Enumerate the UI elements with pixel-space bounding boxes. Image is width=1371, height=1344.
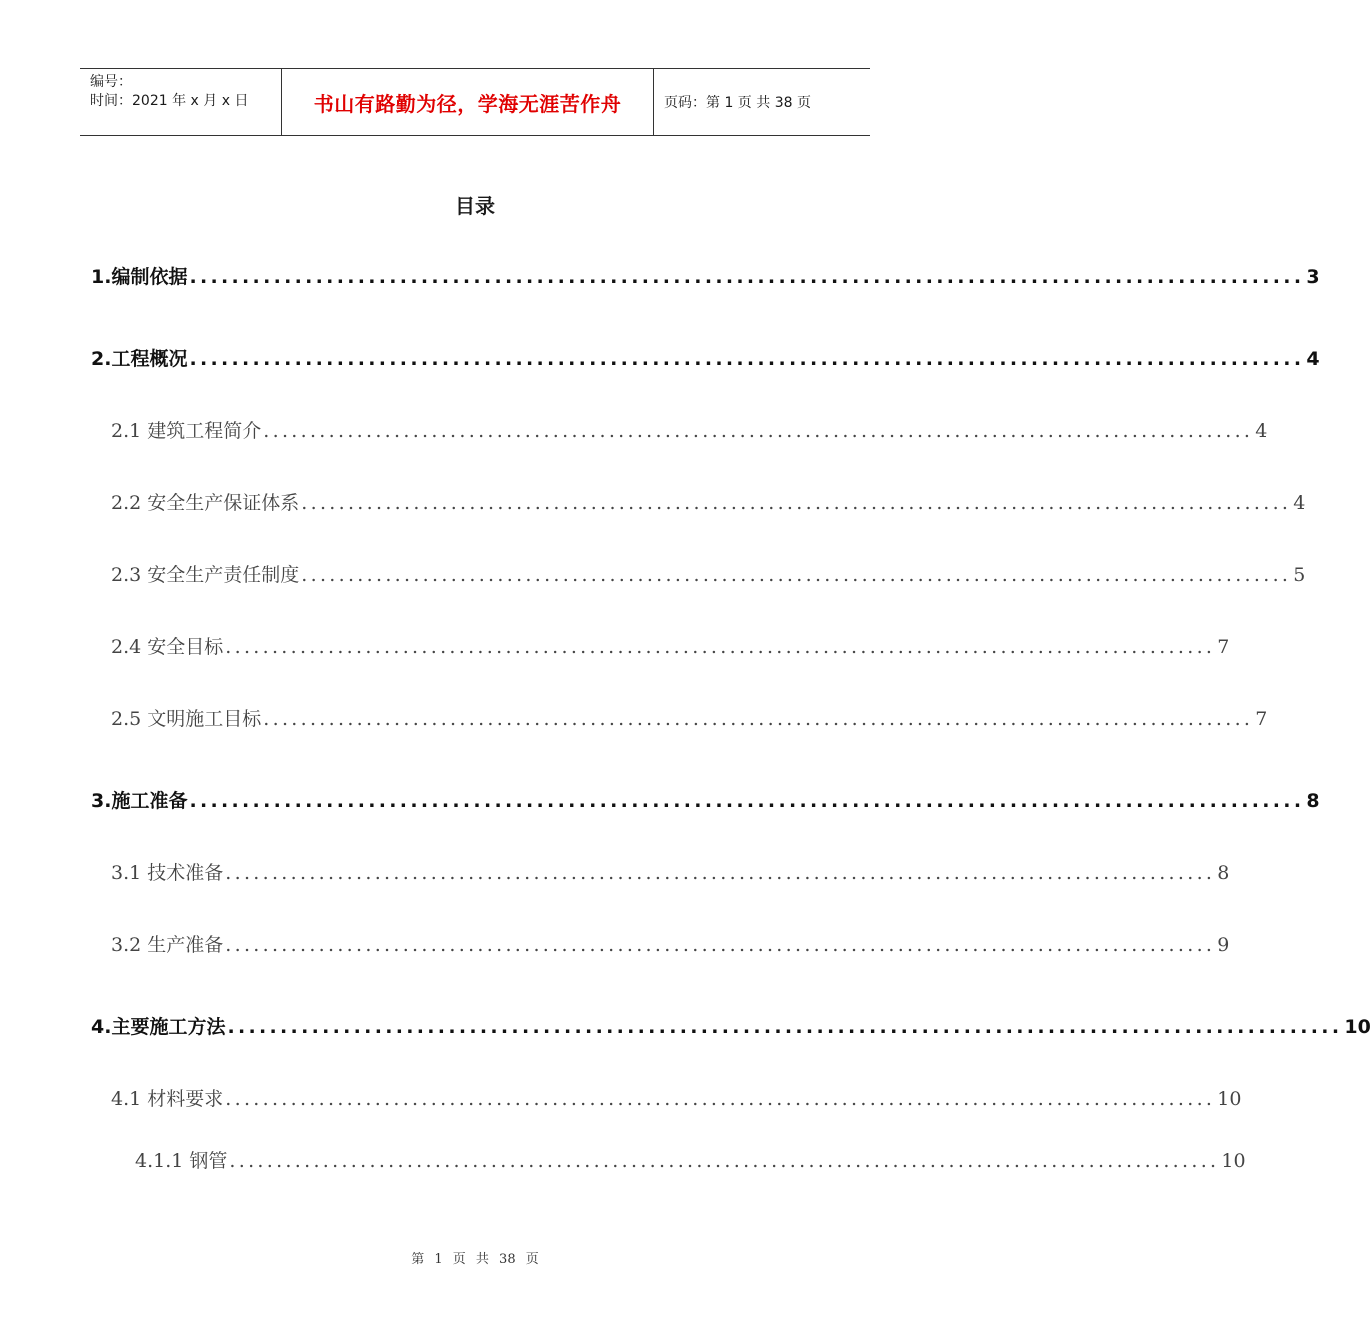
toc-leader-dots: .......................................................................................................... xyxy=(227,1016,1343,1038)
toc-leader-dots: .......................................................................................................... xyxy=(189,790,1305,812)
toc-leader-dots: .......................................................................................................... xyxy=(225,934,1216,956)
toc-leader-dots: .......................................................................................................... xyxy=(263,708,1254,730)
toc-entry[interactable] xyxy=(111,858,1230,885)
toc-entry-label: 1.编制依据 xyxy=(91,266,188,288)
toc-entry-label: 4.1.1 钢管 xyxy=(135,1150,228,1172)
toc-entry-label: 3.1 技术准备 xyxy=(111,862,224,884)
toc-entry[interactable] xyxy=(91,262,1320,289)
toc-entry[interactable] xyxy=(111,704,1268,731)
toc-entry[interactable] xyxy=(111,1084,1242,1111)
toc-entry[interactable] xyxy=(91,1012,1371,1039)
page-header xyxy=(80,68,870,136)
toc-leader-dots: .......................................................................................................... xyxy=(189,348,1305,370)
toc-entry-page: 7 xyxy=(1217,636,1230,658)
header-page-info: 页码：第 1 页 共 38 页 xyxy=(664,95,811,111)
toc-entry-label: 2.工程概况 xyxy=(91,348,188,370)
toc-leader-dots: .......................................................................................................... xyxy=(189,266,1305,288)
toc-entry[interactable] xyxy=(111,930,1230,957)
toc-leader-dots: .......................................................................................................... xyxy=(301,492,1292,514)
toc-entry-page: 5 xyxy=(1293,564,1306,586)
toc-entry-label: 3.2 生产准备 xyxy=(111,934,224,956)
header-motto: 书山有路勤为径，学海无涯苦作舟 xyxy=(313,91,622,116)
toc-title: 目录 xyxy=(455,194,495,218)
toc-leader-dots: .......................................................................................................... xyxy=(225,862,1216,884)
toc-entry-label: 2.5 文明施工目标 xyxy=(111,708,262,730)
toc-leader-dots: .......................................................................................................... xyxy=(225,636,1216,658)
toc-entry[interactable] xyxy=(135,1146,1246,1173)
page-footer: 第 1 页 共 38 页 xyxy=(411,1252,539,1267)
toc-entry[interactable] xyxy=(111,560,1306,587)
toc-leader-dots: .......................................................................................................... xyxy=(263,420,1254,442)
toc-entry[interactable] xyxy=(111,416,1268,443)
toc-leader-dots: .......................................................................................................... xyxy=(229,1150,1220,1172)
toc-entry-label: 2.4 安全目标 xyxy=(111,636,224,658)
toc-entry-page: 4 xyxy=(1306,348,1320,370)
toc-entry-label: 2.1 建筑工程简介 xyxy=(111,420,262,442)
toc-entry-page: 3 xyxy=(1306,266,1320,288)
toc-entry[interactable] xyxy=(111,632,1230,659)
toc-entry[interactable] xyxy=(91,786,1320,813)
document-number-label: 编号： xyxy=(90,74,132,90)
toc-entry-label: 4.主要施工方法 xyxy=(91,1016,226,1038)
toc-entry[interactable] xyxy=(91,344,1320,371)
toc-leader-dots: .......................................................................................................... xyxy=(225,1088,1216,1110)
toc-entry-page: 4 xyxy=(1293,492,1306,514)
header-motto-cell xyxy=(281,69,654,135)
toc-entry-page: 10 xyxy=(1221,1150,1246,1172)
toc-entry-page: 7 xyxy=(1255,708,1268,730)
header-info-cell xyxy=(80,69,281,135)
document-date: 时间：2021 年 x 月 x 日 xyxy=(90,93,249,109)
toc-entry-label: 3.施工准备 xyxy=(91,790,188,812)
toc-entry-page: 4 xyxy=(1255,420,1268,442)
toc-leader-dots: .......................................................................................................... xyxy=(301,564,1292,586)
toc-entry[interactable] xyxy=(111,488,1306,515)
toc-entry-page: 8 xyxy=(1217,862,1230,884)
toc-entry-page: 9 xyxy=(1217,934,1230,956)
toc-entry-page: 10 xyxy=(1344,1016,1371,1038)
toc-entry-page: 8 xyxy=(1306,790,1320,812)
toc-entry-label: 2.3 安全生产责任制度 xyxy=(111,564,300,586)
toc-entry-page: 10 xyxy=(1217,1088,1242,1110)
header-page-cell xyxy=(654,69,870,135)
toc-entry-label: 4.1 材料要求 xyxy=(111,1088,224,1110)
toc-entry-label: 2.2 安全生产保证体系 xyxy=(111,492,300,514)
